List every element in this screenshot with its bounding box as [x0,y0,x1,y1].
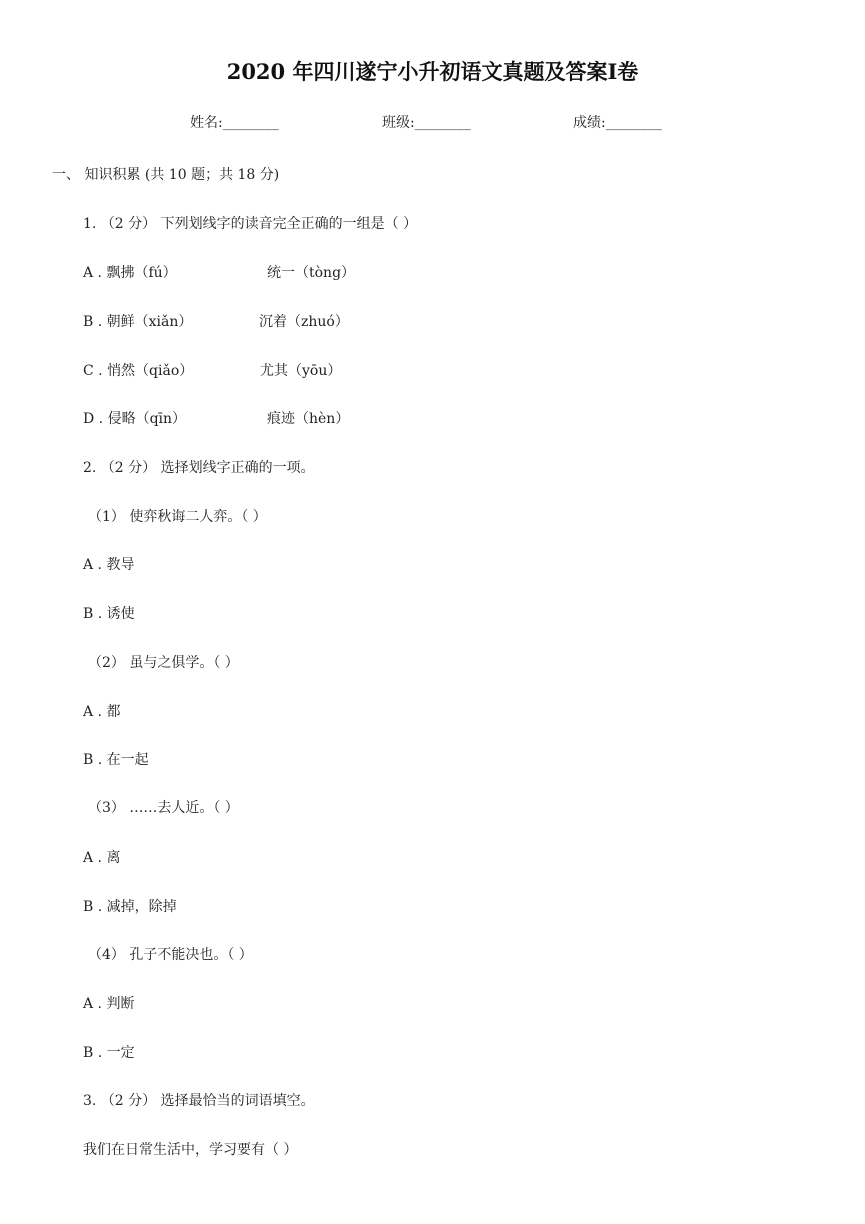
q2-sub3-option-a: A . 离 [83,850,121,866]
q2-sub4-option-b: B . 一定 [83,1045,135,1061]
q1-option-c [83,360,342,380]
document-title: 2020 年四川遂宁小升初语文真题及答案Ⅰ卷 [226,59,639,84]
q2-sub3-option-b: B . 减掉，除掉 [83,899,177,915]
q1-option-b-right: 沉着（zhuó） [259,314,349,330]
q2-sub2-option-a: A . 都 [83,704,121,720]
question-3-text: 我们在日常生活中，学习要有（ ） [83,1142,298,1158]
q1-option-b-left: B . 朝鲜（xiǎn） [83,314,193,330]
q1-option-d [83,408,350,428]
q1-option-a-right: 统一（tòng） [267,265,356,281]
q1-option-c-left: C . 悄然（qiǎo） [83,363,194,379]
q2-sub2: （2） 虽与之俱学。（ ） [88,655,239,671]
score-field: 成绩:________ [573,115,662,131]
name-field: 姓名:________ [190,115,279,131]
q2-sub1: （1） 使弈秋诲二人弈。（ ） [88,509,267,525]
class-field: 班级:________ [382,115,471,131]
q2-sub4-option-a: A . 判断 [83,996,135,1012]
q2-sub4: （4） 孔子不能决也。（ ） [88,947,253,963]
q2-sub1-option-b: B . 诱使 [83,606,135,622]
q1-option-c-right: 尤其（yōu） [260,363,342,379]
q1-option-a-left: A . 飘拂（fú） [83,265,177,281]
question-2-stem: 2. （2 分） 选择划线字正确的一项。 [83,460,315,476]
question-1-stem: 1. （2 分） 下列划线字的读音完全正确的一组是（ ） [83,216,418,232]
q1-option-d-left: D . 侵略（qīn） [83,411,187,427]
q2-sub1-option-a: A . 教导 [83,557,135,573]
q2-sub3: （3） ……去人近。（ ） [88,800,239,816]
q1-option-a [83,262,356,282]
q1-option-b [83,311,349,331]
question-3-stem: 3. （2 分） 选择最恰当的词语填空。 [83,1093,315,1109]
q2-sub2-option-b: B . 在一起 [83,752,149,768]
q1-option-d-right: 痕迹（hèn） [267,411,350,427]
section-heading: 一、 知识积累 (共 10 题；共 18 分) [52,167,280,183]
